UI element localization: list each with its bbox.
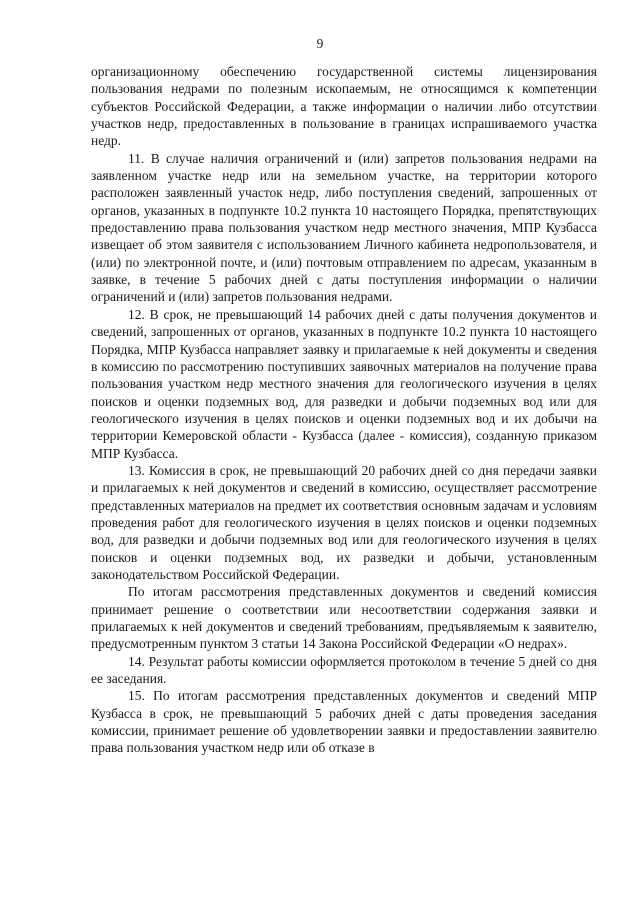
page-number: 9: [316, 36, 324, 51]
paragraph: 11. В случае наличия ограничений и (или) запретов пользования недрами на заявленном участке недр или на земельном участке, на территории которого расположен заявленный участок недр, либо поступления сведений, запрошенных от органов, указанных в подпункте 10.2 пункта 10 настоящего Порядка, препятствующих предоставлению права пользования участком недр местного значения, МПР Кузбасса извещает об этом заявителя с использованием Личного кабинета недропользователя, и (или) по электронной почте, и (или) почтовым отправлением по адресам, указанным в заявке, в течение 5 рабочих дней с даты поступления информации о наличии ограничений и (или) запретов пользования недрами.: [91, 150, 597, 305]
paragraph: По итогам рассмотрения представленных документов и сведений комиссия принимает решение о соответствии или несоответствии содержания заявки и прилагаемых к ней документов и сведений требованиям, предъявляемым к заявителю, предусмотренным пунктом 3 статьи 14 Закона Российской Федерации «О недрах».: [91, 584, 597, 652]
paragraph: организационному обеспечению государственной системы лицензирования пользования недрами по полезным ископаемым, не относящимся к компетенции субъектов Российской Федерации, а также информации о наличии либо отсутствии участков недр, предоставленных в пользование в границах испрашиваемого участка недр.: [91, 64, 597, 149]
paragraph: 13. Комиссия в срок, не превышающий 20 рабочих дней со дня передачи заявки и прилагаемых к ней документов и сведений в комиссию, осуществляет рассмотрение представленных материалов на предмет их соответствия основным задачам и условиям проведения работ для геологического изучения в целях поисков и оценки подземных вод, для разведки и добычи подземных вод или для геологического изучения в целях поисков и оценки подземных вод, их разведки и добычи, установленным законодательством Российской Федерации.: [91, 462, 597, 582]
paragraph: 12. В срок, не превышающий 14 рабочих дней с даты получения документов и сведений, запрошенных от органов, указанных в подпункте 10.2 пункта 10 настоящего Порядка, МПР Кузбасса направляет заявку и прилагаемые к ней документы и сведения в комиссию по рассмотрению поступивших заявочных материалов на получение права пользования участком недр местного значения для геологического изучения в целях поисков и оценки подземных вод, для разведки и добычи подземных вод или для геологического изучения в целях поисков и оценки подземных вод и их добычи на территории Кемеровской области - Кузбасса (далее - комиссия), созданную приказом МПР Кузбасса.: [91, 306, 597, 461]
paragraph: 14. Результат работы комиссии оформляется протоколом в течение 5 дней со дня ее заседания.: [91, 653, 597, 687]
paragraph: 15. По итогам рассмотрения представленных документов и сведений МПР Кузбасса в срок, не превышающий 5 рабочих дней с даты проведения заседания комиссии, принимает решение об удовлетворении заявки и предоставлении заявителю права пользования участком недр или об отказе в: [91, 688, 597, 756]
document-body: [91, 63, 597, 757]
